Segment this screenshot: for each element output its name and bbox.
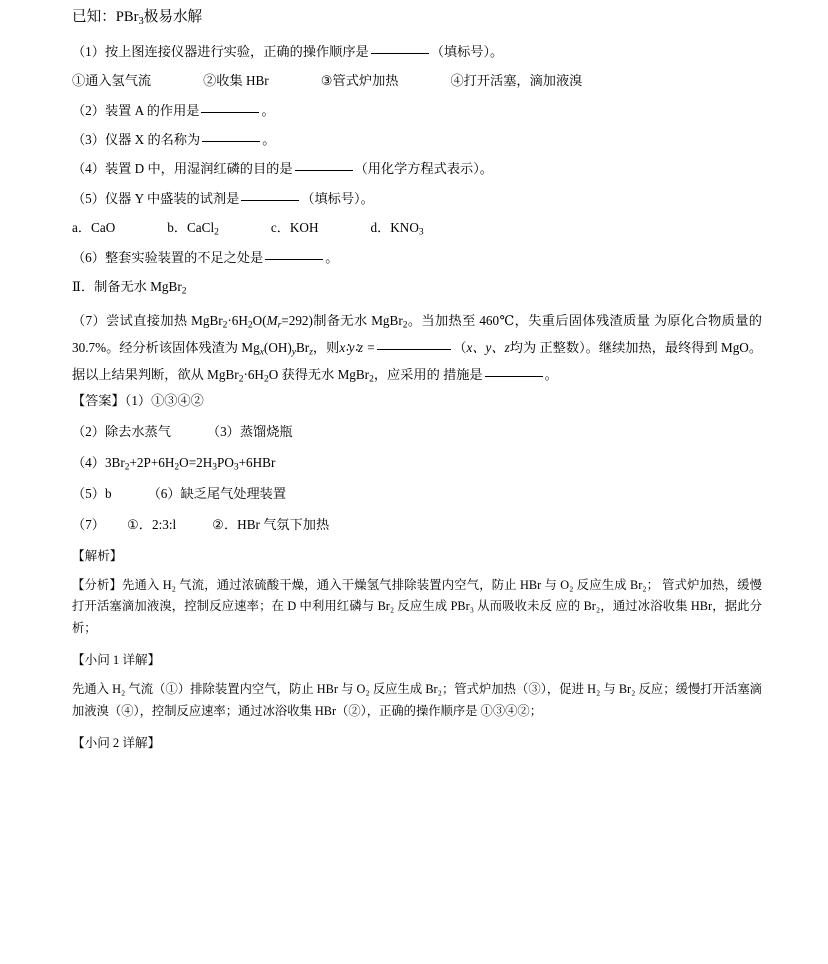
question-3 xyxy=(72,130,762,150)
known-label: 已知： xyxy=(72,9,116,25)
answer-blank xyxy=(485,376,543,377)
question-1-tail: （填标号）。 xyxy=(430,43,504,59)
answer-5: （5）b xyxy=(72,486,112,502)
option-4: ④打开活塞，滴加液溴 xyxy=(450,73,583,89)
question-4-text: （4）装置 D 中，用湿润红磷的目的是 xyxy=(72,161,293,177)
answer-3: （3）蒸馏烧瓶 xyxy=(206,424,293,439)
question-2-tail: 。 xyxy=(261,102,275,118)
part-2-title: Ⅱ．制备无水 MgBr$_2$ xyxy=(72,279,187,297)
question-1 xyxy=(72,42,762,62)
known-formula: PBr$_3$极易水解 xyxy=(115,9,203,27)
analysis-paragraph: 【分析】先通入 H₂ 气流，通过浓硫酸干燥，通入干燥氢气排除装置内空气，防止 HBr 与 O₂ 反应生成 Br₂； 管式炉加热，缓慢打开活塞滴加液溴，控制反应速率；在 D 中利用红磷与 Br₂ 反应生成 PBr₃ 从而吸收未反 应的 Br₂，通过冰浴收集 HBr，据此分析； xyxy=(72,577,763,635)
question-6 xyxy=(72,248,762,268)
question-3-text: （3）仪器 X 的名称为 xyxy=(72,131,201,147)
question-2 xyxy=(72,101,762,121)
question-1-options xyxy=(72,71,762,91)
answer-blank xyxy=(241,200,299,201)
sub-question-2-label: 【小问 2 详解】 xyxy=(72,736,161,751)
answer-6: （6）缺乏尾气处理装置 xyxy=(147,486,287,502)
answer-blank xyxy=(201,112,259,113)
answer-blank xyxy=(265,259,323,260)
question-3-tail: 。 xyxy=(262,131,276,147)
question-5 xyxy=(72,189,762,209)
option-c: c．KOH xyxy=(270,220,319,236)
sub-question-1-label: 【小问 1 详解】 xyxy=(72,653,161,668)
question-7: （7）尝试直接加热 $MgBr_2\cdot 6H_2O(M_r=292)$制备无水 MgBr$_2$。当加热至 460℃，失重后固体残渣质量 为原化合物质量的 30.7%。经分析该固体残渣为 $Mg_x(OH)_yBr_z$，则x∶y∶z = （x、y、z均为 正整数）。继续加热，最终得到 MgO。据以上结果判断，欲从 $MgBr_2\cdot 6H_2O$ 获得无水 MgBr$_2$，应采用的 措施是 。 xyxy=(72,312,763,385)
analysis-label: 【解析】 xyxy=(72,548,123,563)
known-condition-line xyxy=(72,6,762,29)
option-a: a．CaO xyxy=(72,220,116,236)
answer-4: $(4)3Br_2+2P+6H_2O=2H_3PO_3+6HBr$ xyxy=(72,455,276,473)
sub-question-1-paragraph: 先通入 H₂ 气流（①）排除装置内空气，防止 HBr 与 O₂ 反应生成 Br₂；管式炉加热（③），促进 H₂ 与 Br₂ 反应；缓慢打开活塞滴加液溴（④），控制反应速率；通过冰浴收集 HBr（②），正确的操作顺序是 ①③④②； xyxy=(72,682,762,718)
option-2: ②收集 HBr xyxy=(203,73,269,89)
answer-7b: ②．HBr 气氛下加热 xyxy=(212,517,330,533)
question-4 xyxy=(72,159,762,179)
option-b: b．CaCl$_2$ xyxy=(167,220,219,238)
option-1: ①通入氢气流 xyxy=(72,73,152,89)
question-1-text: （1）按上图连接仪器进行实验，正确的操作顺序是 xyxy=(72,43,369,59)
document-body xyxy=(72,6,762,763)
answer-7: （7） ①．2:3:l ②．HBr 气氛下加热 xyxy=(72,517,330,533)
answer-7a: ①．2:3:l xyxy=(126,517,177,533)
question-6-tail: 。 xyxy=(325,249,339,265)
question-5-tail: （填标号）。 xyxy=(301,190,374,206)
question-6-text: （6）整套实验装置的不足之处是 xyxy=(72,249,264,265)
answer-blank xyxy=(202,141,260,142)
question-2-text: （2）装置 A 的作用是 xyxy=(72,102,200,118)
question-5-text: （5）仪器 Y 中盛装的试剂是 xyxy=(72,190,240,206)
answer-blank xyxy=(377,349,451,350)
answer-5-6 xyxy=(72,483,762,504)
option-3: ③管式炉加热 xyxy=(320,73,399,89)
answer-2: （2）除去水蒸气 xyxy=(72,424,171,439)
answer-blank xyxy=(295,170,353,171)
option-d: d．$KNO_3$ xyxy=(370,220,424,238)
answer-label: 【答案】（1）①③④② xyxy=(72,392,204,408)
question-5-options xyxy=(72,218,762,238)
answer-blank xyxy=(371,53,429,54)
answer-2-3 xyxy=(72,421,762,442)
question-4-tail: （用化学方程式表示）。 xyxy=(354,161,493,177)
